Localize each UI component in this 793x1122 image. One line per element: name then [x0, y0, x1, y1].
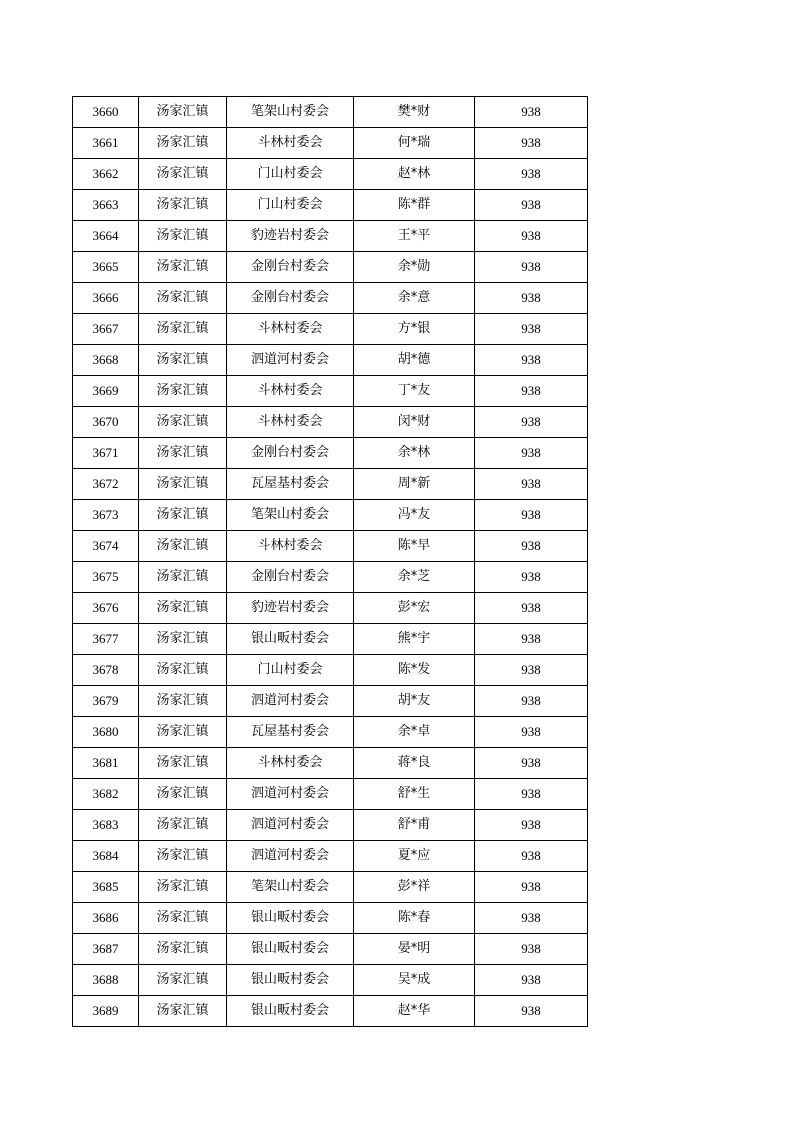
person-name-cell: 陈*发	[354, 655, 475, 686]
table-row	[73, 407, 588, 438]
village-committee-cell: 斗林村委会	[227, 407, 354, 438]
person-name-cell: 樊*财	[354, 97, 475, 128]
table-row	[73, 717, 588, 748]
person-name-cell: 余*林	[354, 438, 475, 469]
person-name-cell: 方*银	[354, 314, 475, 345]
village-committee-cell: 门山村委会	[227, 655, 354, 686]
town-cell: 汤家汇镇	[139, 531, 227, 562]
town-cell: 汤家汇镇	[139, 934, 227, 965]
town-cell: 汤家汇镇	[139, 314, 227, 345]
person-name-cell: 余*芝	[354, 562, 475, 593]
amount-cell: 938	[475, 159, 588, 190]
table-row	[73, 159, 588, 190]
amount-cell: 938	[475, 314, 588, 345]
amount-cell: 938	[475, 221, 588, 252]
town-cell: 汤家汇镇	[139, 810, 227, 841]
amount-cell: 938	[475, 376, 588, 407]
person-name-cell: 余*卓	[354, 717, 475, 748]
person-name-cell: 王*平	[354, 221, 475, 252]
town-cell: 汤家汇镇	[139, 469, 227, 500]
serial-number-cell: 3670	[73, 407, 139, 438]
serial-number-cell: 3679	[73, 686, 139, 717]
town-cell: 汤家汇镇	[139, 779, 227, 810]
serial-number-cell: 3666	[73, 283, 139, 314]
village-committee-cell: 金刚台村委会	[227, 562, 354, 593]
serial-number-cell: 3668	[73, 345, 139, 376]
amount-cell: 938	[475, 624, 588, 655]
village-committee-cell: 金刚台村委会	[227, 252, 354, 283]
amount-cell: 938	[475, 97, 588, 128]
person-name-cell: 冯*友	[354, 500, 475, 531]
amount-cell: 938	[475, 779, 588, 810]
serial-number-cell: 3661	[73, 128, 139, 159]
village-committee-cell: 斗林村委会	[227, 314, 354, 345]
amount-cell: 938	[475, 283, 588, 314]
village-committee-cell: 泗道河村委会	[227, 686, 354, 717]
village-committee-cell: 泗道河村委会	[227, 841, 354, 872]
village-committee-cell: 银山畈村委会	[227, 996, 354, 1027]
town-cell: 汤家汇镇	[139, 500, 227, 531]
village-committee-cell: 银山畈村委会	[227, 903, 354, 934]
amount-cell: 938	[475, 810, 588, 841]
table-row	[73, 996, 588, 1027]
town-cell: 汤家汇镇	[139, 903, 227, 934]
town-cell: 汤家汇镇	[139, 748, 227, 779]
person-name-cell: 陈*群	[354, 190, 475, 221]
village-committee-cell: 豹迹岩村委会	[227, 593, 354, 624]
town-cell: 汤家汇镇	[139, 686, 227, 717]
table-row	[73, 655, 588, 686]
village-committee-cell: 银山畈村委会	[227, 624, 354, 655]
person-name-cell: 余*勋	[354, 252, 475, 283]
amount-cell: 938	[475, 655, 588, 686]
amount-cell: 938	[475, 965, 588, 996]
amount-cell: 938	[475, 531, 588, 562]
person-name-cell: 何*瑞	[354, 128, 475, 159]
person-name-cell: 胡*德	[354, 345, 475, 376]
village-committee-cell: 泗道河村委会	[227, 810, 354, 841]
table-row	[73, 314, 588, 345]
table-row	[73, 903, 588, 934]
village-committee-cell: 泗道河村委会	[227, 345, 354, 376]
table-row	[73, 500, 588, 531]
serial-number-cell: 3688	[73, 965, 139, 996]
amount-cell: 938	[475, 128, 588, 159]
person-name-cell: 周*新	[354, 469, 475, 500]
town-cell: 汤家汇镇	[139, 965, 227, 996]
serial-number-cell: 3681	[73, 748, 139, 779]
table-row	[73, 252, 588, 283]
roster-table-body	[73, 97, 588, 1027]
town-cell: 汤家汇镇	[139, 407, 227, 438]
village-committee-cell: 银山畈村委会	[227, 934, 354, 965]
town-cell: 汤家汇镇	[139, 159, 227, 190]
person-name-cell: 赵*林	[354, 159, 475, 190]
amount-cell: 938	[475, 872, 588, 903]
table-row	[73, 748, 588, 779]
serial-number-cell: 3686	[73, 903, 139, 934]
serial-number-cell: 3660	[73, 97, 139, 128]
town-cell: 汤家汇镇	[139, 283, 227, 314]
amount-cell: 938	[475, 934, 588, 965]
village-committee-cell: 斗林村委会	[227, 748, 354, 779]
serial-number-cell: 3685	[73, 872, 139, 903]
serial-number-cell: 3662	[73, 159, 139, 190]
village-committee-cell: 瓦屋基村委会	[227, 469, 354, 500]
village-committee-cell: 斗林村委会	[227, 531, 354, 562]
serial-number-cell: 3684	[73, 841, 139, 872]
town-cell: 汤家汇镇	[139, 841, 227, 872]
amount-cell: 938	[475, 717, 588, 748]
town-cell: 汤家汇镇	[139, 717, 227, 748]
town-cell: 汤家汇镇	[139, 996, 227, 1027]
town-cell: 汤家汇镇	[139, 252, 227, 283]
table-row	[73, 97, 588, 128]
serial-number-cell: 3669	[73, 376, 139, 407]
serial-number-cell: 3683	[73, 810, 139, 841]
town-cell: 汤家汇镇	[139, 128, 227, 159]
table-row	[73, 934, 588, 965]
person-name-cell: 蒋*良	[354, 748, 475, 779]
amount-cell: 938	[475, 190, 588, 221]
serial-number-cell: 3663	[73, 190, 139, 221]
village-committee-cell: 门山村委会	[227, 190, 354, 221]
amount-cell: 938	[475, 562, 588, 593]
serial-number-cell: 3687	[73, 934, 139, 965]
village-committee-cell: 笔架山村委会	[227, 500, 354, 531]
roster-table	[72, 96, 588, 1027]
table-row	[73, 624, 588, 655]
serial-number-cell: 3675	[73, 562, 139, 593]
serial-number-cell: 3667	[73, 314, 139, 345]
person-name-cell: 晏*明	[354, 934, 475, 965]
town-cell: 汤家汇镇	[139, 190, 227, 221]
person-name-cell: 陈*春	[354, 903, 475, 934]
person-name-cell: 彭*宏	[354, 593, 475, 624]
serial-number-cell: 3677	[73, 624, 139, 655]
table-row	[73, 438, 588, 469]
person-name-cell: 闵*财	[354, 407, 475, 438]
amount-cell: 938	[475, 345, 588, 376]
table-row	[73, 686, 588, 717]
amount-cell: 938	[475, 438, 588, 469]
table-row	[73, 531, 588, 562]
table-row	[73, 128, 588, 159]
person-name-cell: 夏*应	[354, 841, 475, 872]
amount-cell: 938	[475, 841, 588, 872]
town-cell: 汤家汇镇	[139, 562, 227, 593]
amount-cell: 938	[475, 903, 588, 934]
village-committee-cell: 笔架山村委会	[227, 872, 354, 903]
table-row	[73, 345, 588, 376]
town-cell: 汤家汇镇	[139, 624, 227, 655]
table-row	[73, 965, 588, 996]
serial-number-cell: 3664	[73, 221, 139, 252]
village-committee-cell: 瓦屋基村委会	[227, 717, 354, 748]
town-cell: 汤家汇镇	[139, 376, 227, 407]
person-name-cell: 彭*祥	[354, 872, 475, 903]
amount-cell: 938	[475, 469, 588, 500]
table-row	[73, 593, 588, 624]
town-cell: 汤家汇镇	[139, 97, 227, 128]
amount-cell: 938	[475, 686, 588, 717]
amount-cell: 938	[475, 748, 588, 779]
amount-cell: 938	[475, 996, 588, 1027]
village-committee-cell: 门山村委会	[227, 159, 354, 190]
serial-number-cell: 3678	[73, 655, 139, 686]
serial-number-cell: 3674	[73, 531, 139, 562]
village-committee-cell: 泗道河村委会	[227, 779, 354, 810]
serial-number-cell: 3689	[73, 996, 139, 1027]
village-committee-cell: 豹迹岩村委会	[227, 221, 354, 252]
serial-number-cell: 3672	[73, 469, 139, 500]
town-cell: 汤家汇镇	[139, 593, 227, 624]
village-committee-cell: 斗林村委会	[227, 376, 354, 407]
person-name-cell: 赵*华	[354, 996, 475, 1027]
person-name-cell: 丁*友	[354, 376, 475, 407]
town-cell: 汤家汇镇	[139, 872, 227, 903]
table-row	[73, 469, 588, 500]
amount-cell: 938	[475, 407, 588, 438]
table-row	[73, 376, 588, 407]
amount-cell: 938	[475, 252, 588, 283]
village-committee-cell: 金刚台村委会	[227, 283, 354, 314]
person-name-cell: 陈*早	[354, 531, 475, 562]
person-name-cell: 余*意	[354, 283, 475, 314]
table-row	[73, 779, 588, 810]
town-cell: 汤家汇镇	[139, 655, 227, 686]
village-committee-cell: 银山畈村委会	[227, 965, 354, 996]
serial-number-cell: 3671	[73, 438, 139, 469]
person-name-cell: 舒*生	[354, 779, 475, 810]
serial-number-cell: 3665	[73, 252, 139, 283]
serial-number-cell: 3673	[73, 500, 139, 531]
person-name-cell: 胡*友	[354, 686, 475, 717]
town-cell: 汤家汇镇	[139, 221, 227, 252]
serial-number-cell: 3680	[73, 717, 139, 748]
village-committee-cell: 笔架山村委会	[227, 97, 354, 128]
table-row	[73, 283, 588, 314]
person-name-cell: 吴*成	[354, 965, 475, 996]
serial-number-cell: 3676	[73, 593, 139, 624]
person-name-cell: 熊*宇	[354, 624, 475, 655]
village-committee-cell: 斗林村委会	[227, 128, 354, 159]
table-row	[73, 562, 588, 593]
village-committee-cell: 金刚台村委会	[227, 438, 354, 469]
table-row	[73, 810, 588, 841]
serial-number-cell: 3682	[73, 779, 139, 810]
town-cell: 汤家汇镇	[139, 345, 227, 376]
amount-cell: 938	[475, 500, 588, 531]
town-cell: 汤家汇镇	[139, 438, 227, 469]
table-row	[73, 190, 588, 221]
amount-cell: 938	[475, 593, 588, 624]
table-row	[73, 221, 588, 252]
person-name-cell: 舒*甫	[354, 810, 475, 841]
table-row	[73, 841, 588, 872]
table-row	[73, 872, 588, 903]
